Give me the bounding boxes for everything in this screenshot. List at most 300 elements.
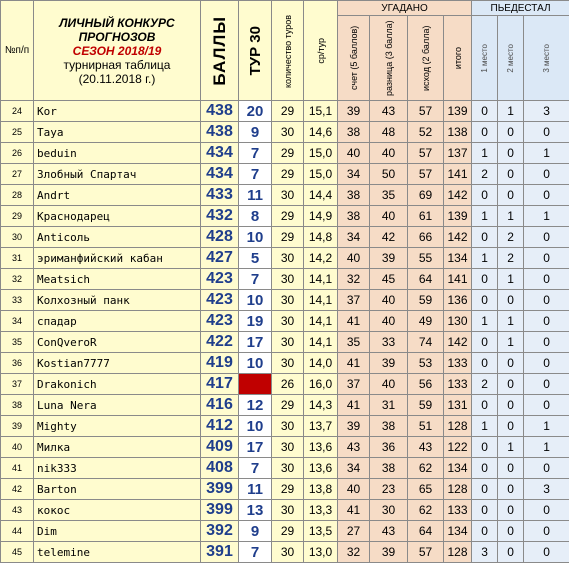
avg-header: ср/тур bbox=[304, 1, 338, 101]
total-guessed: 133 bbox=[444, 500, 472, 521]
avg-per-tour: 14,8 bbox=[304, 227, 338, 248]
second-places: 2 bbox=[498, 227, 524, 248]
score-guessed: 41 bbox=[338, 395, 370, 416]
second-places: 0 bbox=[498, 164, 524, 185]
diff-guessed: 38 bbox=[370, 416, 408, 437]
points-value: 432 bbox=[201, 206, 239, 227]
avg-per-tour: 14,3 bbox=[304, 395, 338, 416]
outcome-guessed: 49 bbox=[408, 311, 444, 332]
second-places: 1 bbox=[498, 101, 524, 122]
score-guessed: 37 bbox=[338, 374, 370, 395]
second-places: 0 bbox=[498, 395, 524, 416]
outcome-guessed: 53 bbox=[408, 353, 444, 374]
diff-guessed: 40 bbox=[370, 374, 408, 395]
diff-guessed: 40 bbox=[370, 206, 408, 227]
avg-per-tour: 13,3 bbox=[304, 500, 338, 521]
outcome-guessed: 57 bbox=[408, 143, 444, 164]
third-places: 0 bbox=[524, 311, 569, 332]
diff-guessed: 39 bbox=[370, 353, 408, 374]
total-guessed: 141 bbox=[444, 269, 472, 290]
avg-per-tour: 15,1 bbox=[304, 101, 338, 122]
total-guessed: 137 bbox=[444, 143, 472, 164]
table-row bbox=[1, 416, 569, 437]
third-places: 3 bbox=[524, 479, 569, 500]
score-guessed: 39 bbox=[338, 101, 370, 122]
total-guessed: 134 bbox=[444, 458, 472, 479]
first-places: 0 bbox=[472, 500, 498, 521]
avg-per-tour: 13,7 bbox=[304, 416, 338, 437]
total-guessed: 128 bbox=[444, 479, 472, 500]
third-places: 0 bbox=[524, 374, 569, 395]
outcome-guessed: 57 bbox=[408, 542, 444, 563]
score-guessed: 39 bbox=[338, 416, 370, 437]
points-value: 417 bbox=[201, 374, 239, 395]
outcome-guessed: 57 bbox=[408, 101, 444, 122]
points-value: 438 bbox=[201, 122, 239, 143]
table-row bbox=[1, 248, 569, 269]
player-name: Mighty bbox=[34, 416, 201, 437]
diff-guessed: 43 bbox=[370, 101, 408, 122]
table-row bbox=[1, 206, 569, 227]
table-row bbox=[1, 374, 569, 395]
outcome-guessed: 61 bbox=[408, 206, 444, 227]
player-name: Злобный Спартач bbox=[34, 164, 201, 185]
first-places: 1 bbox=[472, 143, 498, 164]
points-value: 433 bbox=[201, 185, 239, 206]
tour-points: 13 bbox=[239, 500, 272, 521]
avg-per-tour: 13,0 bbox=[304, 542, 338, 563]
third-places: 0 bbox=[524, 164, 569, 185]
total-guessed: 136 bbox=[444, 290, 472, 311]
score-guessed: 27 bbox=[338, 521, 370, 542]
first-places: 0 bbox=[472, 101, 498, 122]
tour-points: 5 bbox=[239, 248, 272, 269]
total-guessed: 139 bbox=[444, 101, 472, 122]
table-row bbox=[1, 143, 569, 164]
avg-per-tour: 14,9 bbox=[304, 206, 338, 227]
guessed-group-header: УГАДАНО bbox=[338, 1, 472, 16]
second-places: 1 bbox=[498, 311, 524, 332]
diff-guessed: 23 bbox=[370, 479, 408, 500]
outcome-guessed: 62 bbox=[408, 500, 444, 521]
tour-points: 20 bbox=[239, 101, 272, 122]
tour-points: 12 bbox=[239, 395, 272, 416]
second-places: 0 bbox=[498, 143, 524, 164]
tours-count: 30 bbox=[272, 542, 304, 563]
points-value: 423 bbox=[201, 311, 239, 332]
total-guessed: 133 bbox=[444, 374, 472, 395]
points-value: 422 bbox=[201, 332, 239, 353]
diff-guessed: 42 bbox=[370, 227, 408, 248]
second-places: 0 bbox=[498, 290, 524, 311]
tour-points: 7 bbox=[239, 269, 272, 290]
outcome-guessed: 74 bbox=[408, 332, 444, 353]
second-places: 0 bbox=[498, 500, 524, 521]
table-row bbox=[1, 185, 569, 206]
third-places: 1 bbox=[524, 416, 569, 437]
points-value: 408 bbox=[201, 458, 239, 479]
tours-count: 30 bbox=[272, 269, 304, 290]
score-guessed: 32 bbox=[338, 269, 370, 290]
outcome-guessed: 64 bbox=[408, 521, 444, 542]
total-guessed: 128 bbox=[444, 416, 472, 437]
score-guessed: 34 bbox=[338, 227, 370, 248]
tour-points: 19 bbox=[239, 311, 272, 332]
table-row bbox=[1, 227, 569, 248]
points-value: 438 bbox=[201, 101, 239, 122]
table-row bbox=[1, 290, 569, 311]
player-name: telemine bbox=[34, 542, 201, 563]
avg-per-tour: 14,4 bbox=[304, 185, 338, 206]
row-number: 30 bbox=[1, 227, 34, 248]
tours-count: 29 bbox=[272, 395, 304, 416]
outcome-guessed: 52 bbox=[408, 122, 444, 143]
tours-count: 29 bbox=[272, 227, 304, 248]
tours-count: 29 bbox=[272, 143, 304, 164]
number-header: №п/п bbox=[1, 1, 34, 101]
second-places: 1 bbox=[498, 437, 524, 458]
tour-header: ТУР 30 bbox=[239, 1, 272, 101]
third-places: 0 bbox=[524, 500, 569, 521]
tours-count: 29 bbox=[272, 479, 304, 500]
outcome-guessed: 69 bbox=[408, 185, 444, 206]
tours-count: 29 bbox=[272, 206, 304, 227]
first-places: 0 bbox=[472, 353, 498, 374]
tours-count: 30 bbox=[272, 437, 304, 458]
tour-points: 8 bbox=[239, 206, 272, 227]
tours-count: 30 bbox=[272, 185, 304, 206]
score-guessed: 43 bbox=[338, 437, 370, 458]
diff-guessed: 45 bbox=[370, 269, 408, 290]
third-places: 0 bbox=[524, 353, 569, 374]
third-places: 0 bbox=[524, 332, 569, 353]
first-places: 0 bbox=[472, 521, 498, 542]
second-places: 0 bbox=[498, 122, 524, 143]
player-name: Taya bbox=[34, 122, 201, 143]
second-places: 1 bbox=[498, 206, 524, 227]
third-places: 1 bbox=[524, 143, 569, 164]
row-number: 31 bbox=[1, 248, 34, 269]
row-number: 36 bbox=[1, 353, 34, 374]
outcome-guessed: 51 bbox=[408, 416, 444, 437]
player-name: nik333 bbox=[34, 458, 201, 479]
third-places: 0 bbox=[524, 542, 569, 563]
score-guessed: 38 bbox=[338, 122, 370, 143]
total-guessed: 142 bbox=[444, 332, 472, 353]
tour-points: 7 bbox=[239, 143, 272, 164]
row-number: 45 bbox=[1, 542, 34, 563]
tours-count: 30 bbox=[272, 311, 304, 332]
first-places: 1 bbox=[472, 416, 498, 437]
score-guessed: 40 bbox=[338, 479, 370, 500]
row-number: 44 bbox=[1, 521, 34, 542]
player-name: Kostian7777 bbox=[34, 353, 201, 374]
outcome-guessed: 43 bbox=[408, 437, 444, 458]
total-guessed: 134 bbox=[444, 521, 472, 542]
row-number: 26 bbox=[1, 143, 34, 164]
row-number: 38 bbox=[1, 395, 34, 416]
tours-count: 26 bbox=[272, 374, 304, 395]
score-guessed: 37 bbox=[338, 290, 370, 311]
table-row bbox=[1, 458, 569, 479]
player-name: спадар bbox=[34, 311, 201, 332]
total-guessed: 131 bbox=[444, 395, 472, 416]
first-places: 0 bbox=[472, 290, 498, 311]
avg-per-tour: 14,2 bbox=[304, 248, 338, 269]
row-number: 37 bbox=[1, 374, 34, 395]
table-row bbox=[1, 332, 569, 353]
points-value: 427 bbox=[201, 248, 239, 269]
diff-guessed: 50 bbox=[370, 164, 408, 185]
table-row bbox=[1, 101, 569, 122]
tours-count-header: количество туров bbox=[272, 1, 304, 101]
tour-points: 17 bbox=[239, 437, 272, 458]
third-places: 1 bbox=[524, 206, 569, 227]
first-places: 1 bbox=[472, 248, 498, 269]
total-header: итого bbox=[444, 16, 472, 101]
points-value: 434 bbox=[201, 143, 239, 164]
score-guessed: 34 bbox=[338, 164, 370, 185]
player-name: Милка bbox=[34, 437, 201, 458]
table-row bbox=[1, 542, 569, 563]
tours-count: 30 bbox=[272, 500, 304, 521]
avg-per-tour: 14,1 bbox=[304, 311, 338, 332]
points-value: 409 bbox=[201, 437, 239, 458]
outcome-guessed: 62 bbox=[408, 458, 444, 479]
player-name: Колхозный панк bbox=[34, 290, 201, 311]
third-places: 0 bbox=[524, 395, 569, 416]
avg-per-tour: 14,0 bbox=[304, 353, 338, 374]
outcome-guessed: 56 bbox=[408, 374, 444, 395]
score-guessed: 40 bbox=[338, 143, 370, 164]
avg-per-tour: 14,1 bbox=[304, 290, 338, 311]
row-number: 29 bbox=[1, 206, 34, 227]
total-guessed: 138 bbox=[444, 122, 472, 143]
first-places: 3 bbox=[472, 542, 498, 563]
table-row bbox=[1, 437, 569, 458]
row-number: 42 bbox=[1, 479, 34, 500]
first-places: 0 bbox=[472, 395, 498, 416]
outcome-guessed: 64 bbox=[408, 269, 444, 290]
tour-points: 7 bbox=[239, 164, 272, 185]
table-row bbox=[1, 521, 569, 542]
tours-count: 30 bbox=[272, 332, 304, 353]
outcome-header: исход (2 балла) bbox=[408, 16, 444, 101]
avg-per-tour: 13,5 bbox=[304, 521, 338, 542]
player-name: Краснодарец bbox=[34, 206, 201, 227]
avg-per-tour: 14,1 bbox=[304, 269, 338, 290]
diff-guessed: 39 bbox=[370, 248, 408, 269]
table-row bbox=[1, 353, 569, 374]
diff-guessed: 30 bbox=[370, 500, 408, 521]
player-name: Kor bbox=[34, 101, 201, 122]
row-number: 24 bbox=[1, 101, 34, 122]
tour-points bbox=[239, 374, 272, 395]
row-number: 33 bbox=[1, 290, 34, 311]
player-name: Andrt bbox=[34, 185, 201, 206]
tour-points: 10 bbox=[239, 416, 272, 437]
third-places: 0 bbox=[524, 248, 569, 269]
second-places: 0 bbox=[498, 374, 524, 395]
third-place-header: 3 место bbox=[524, 16, 569, 101]
third-places: 0 bbox=[524, 290, 569, 311]
tour-points: 10 bbox=[239, 290, 272, 311]
score-guessed: 34 bbox=[338, 458, 370, 479]
tours-count: 30 bbox=[272, 353, 304, 374]
second-places: 0 bbox=[498, 542, 524, 563]
points-value: 423 bbox=[201, 269, 239, 290]
player-name: Barton bbox=[34, 479, 201, 500]
avg-per-tour: 13,6 bbox=[304, 437, 338, 458]
diff-guessed: 48 bbox=[370, 122, 408, 143]
tours-count: 30 bbox=[272, 290, 304, 311]
avg-per-tour: 14,6 bbox=[304, 122, 338, 143]
diff-guessed: 36 bbox=[370, 437, 408, 458]
tour-points: 11 bbox=[239, 185, 272, 206]
first-places: 0 bbox=[472, 458, 498, 479]
tour-points: 10 bbox=[239, 353, 272, 374]
first-places: 2 bbox=[472, 164, 498, 185]
diff-guessed: 33 bbox=[370, 332, 408, 353]
table-row bbox=[1, 479, 569, 500]
points-value: 428 bbox=[201, 227, 239, 248]
score-guessed: 38 bbox=[338, 185, 370, 206]
outcome-guessed: 57 bbox=[408, 164, 444, 185]
row-number: 41 bbox=[1, 458, 34, 479]
second-places: 2 bbox=[498, 248, 524, 269]
avg-per-tour: 14,1 bbox=[304, 332, 338, 353]
row-number: 40 bbox=[1, 437, 34, 458]
points-value: 391 bbox=[201, 542, 239, 563]
points-value: 416 bbox=[201, 395, 239, 416]
row-number: 27 bbox=[1, 164, 34, 185]
points-value: 392 bbox=[201, 521, 239, 542]
diff-guessed: 31 bbox=[370, 395, 408, 416]
first-places: 1 bbox=[472, 206, 498, 227]
table-row bbox=[1, 122, 569, 143]
third-places: 1 bbox=[524, 437, 569, 458]
row-number: 43 bbox=[1, 500, 34, 521]
second-places: 0 bbox=[498, 458, 524, 479]
avg-per-tour: 13,6 bbox=[304, 458, 338, 479]
first-places: 0 bbox=[472, 185, 498, 206]
season-label: СЕЗОН 2018/19 bbox=[34, 44, 200, 58]
diff-guessed: 40 bbox=[370, 311, 408, 332]
row-number: 34 bbox=[1, 311, 34, 332]
total-guessed: 133 bbox=[444, 353, 472, 374]
title-line-2: ПРОГНОЗОВ bbox=[34, 30, 200, 44]
table-date: (20.11.2018 г.) bbox=[34, 72, 200, 86]
score-guessed: 38 bbox=[338, 206, 370, 227]
first-places: 0 bbox=[472, 332, 498, 353]
first-places: 0 bbox=[472, 122, 498, 143]
diff-guessed: 43 bbox=[370, 521, 408, 542]
points-value: 399 bbox=[201, 479, 239, 500]
second-places: 0 bbox=[498, 479, 524, 500]
outcome-guessed: 66 bbox=[408, 227, 444, 248]
standings-body bbox=[1, 101, 569, 563]
points-value: 419 bbox=[201, 353, 239, 374]
first-places: 0 bbox=[472, 227, 498, 248]
third-places: 0 bbox=[524, 227, 569, 248]
podium-group-header: ПЬЕДЕСТАЛ bbox=[472, 1, 569, 16]
total-guessed: 139 bbox=[444, 206, 472, 227]
row-number: 35 bbox=[1, 332, 34, 353]
total-guessed: 130 bbox=[444, 311, 472, 332]
competition-title bbox=[34, 1, 201, 101]
first-places: 0 bbox=[472, 479, 498, 500]
tours-count: 29 bbox=[272, 521, 304, 542]
avg-per-tour: 15,0 bbox=[304, 164, 338, 185]
points-value: 412 bbox=[201, 416, 239, 437]
tours-count: 29 bbox=[272, 164, 304, 185]
third-places: 0 bbox=[524, 521, 569, 542]
avg-per-tour: 15,0 bbox=[304, 143, 338, 164]
score-guessed: 41 bbox=[338, 311, 370, 332]
third-places: 0 bbox=[524, 185, 569, 206]
second-places: 1 bbox=[498, 332, 524, 353]
score-header: счет (5 баллов) bbox=[338, 16, 370, 101]
total-guessed: 142 bbox=[444, 227, 472, 248]
player-name: эриманфийский кабан bbox=[34, 248, 201, 269]
diff-guessed: 40 bbox=[370, 290, 408, 311]
second-places: 0 bbox=[498, 185, 524, 206]
tour-points: 11 bbox=[239, 479, 272, 500]
third-places: 3 bbox=[524, 101, 569, 122]
second-places: 0 bbox=[498, 521, 524, 542]
outcome-guessed: 59 bbox=[408, 395, 444, 416]
second-place-header: 2 место bbox=[498, 16, 524, 101]
first-places: 0 bbox=[472, 437, 498, 458]
total-guessed: 141 bbox=[444, 164, 472, 185]
first-places: 2 bbox=[472, 374, 498, 395]
tour-points: 9 bbox=[239, 521, 272, 542]
first-place-header: 1 место bbox=[472, 16, 498, 101]
row-number: 25 bbox=[1, 122, 34, 143]
table-row bbox=[1, 311, 569, 332]
third-places: 0 bbox=[524, 269, 569, 290]
third-places: 0 bbox=[524, 458, 569, 479]
player-name: кокос bbox=[34, 500, 201, 521]
tours-count: 29 bbox=[272, 101, 304, 122]
row-number: 39 bbox=[1, 416, 34, 437]
second-places: 0 bbox=[498, 353, 524, 374]
points-value: 423 bbox=[201, 290, 239, 311]
total-guessed: 122 bbox=[444, 437, 472, 458]
outcome-guessed: 55 bbox=[408, 248, 444, 269]
table-subtitle: турнирная таблица bbox=[34, 58, 200, 72]
diff-guessed: 40 bbox=[370, 143, 408, 164]
player-name: Drakonich bbox=[34, 374, 201, 395]
player-name: Dim bbox=[34, 521, 201, 542]
outcome-guessed: 65 bbox=[408, 479, 444, 500]
score-guessed: 32 bbox=[338, 542, 370, 563]
title-line-1: ЛИЧНЫЙ КОНКУРС bbox=[34, 16, 200, 30]
avg-per-tour: 16,0 bbox=[304, 374, 338, 395]
total-guessed: 128 bbox=[444, 542, 472, 563]
diff-guessed: 35 bbox=[370, 185, 408, 206]
table-row bbox=[1, 164, 569, 185]
total-guessed: 142 bbox=[444, 185, 472, 206]
score-guessed: 41 bbox=[338, 353, 370, 374]
player-name: ConQveroR bbox=[34, 332, 201, 353]
score-guessed: 35 bbox=[338, 332, 370, 353]
outcome-guessed: 59 bbox=[408, 290, 444, 311]
tour-points: 9 bbox=[239, 122, 272, 143]
tours-count: 30 bbox=[272, 122, 304, 143]
points-value: 399 bbox=[201, 500, 239, 521]
player-name: Luna Nera bbox=[34, 395, 201, 416]
